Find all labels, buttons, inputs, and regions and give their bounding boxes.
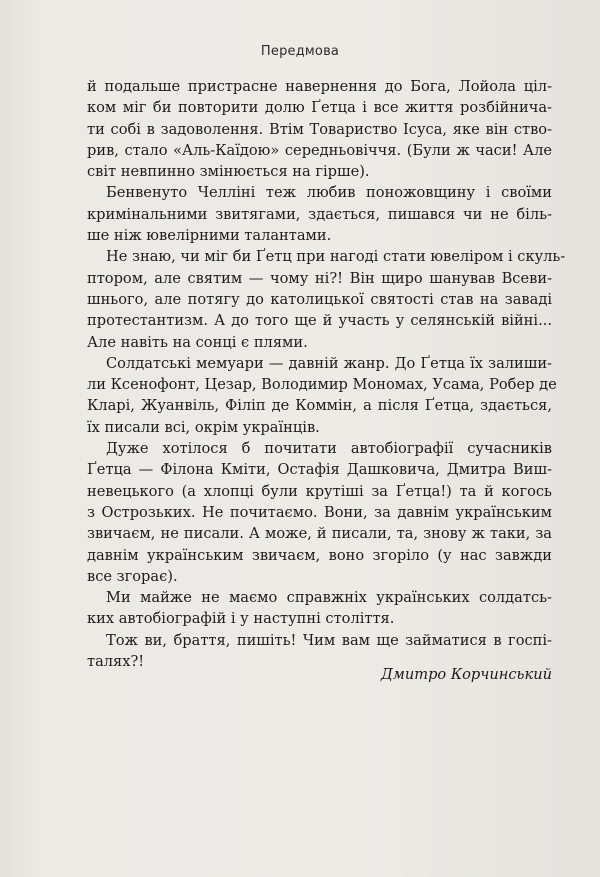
- text-line: ше ніж ювелірними талантами.: [87, 227, 332, 245]
- text-line: Бенвенуто Челліні теж любив поножовщину і своїми: [106, 184, 552, 202]
- text-line: Кларі, Жуанвіль, Філіп де Коммін, а після Ґетца, здається,: [87, 397, 552, 415]
- text-line: птором, але святим — чому ні?! Він щиро шанував Всеви-: [87, 269, 552, 287]
- text-line: рив, стало «Аль-Каїдою» середньовіччя. (Були ж часи! Але: [87, 141, 552, 159]
- text-line: й подальше пристрасне навернення до Бога, Лойола ціл-: [87, 78, 552, 95]
- author-signature: Дмитро Корчинський: [380, 666, 552, 683]
- text-line: звичаєм, не писали. А може, й писали, та, знову ж таки, за: [87, 525, 552, 543]
- text-line: ли Ксенофонт, Цезар, Володимир Мономах, Усама, Робер де: [87, 376, 557, 394]
- text-line: Ґетца — Філона Кміти, Остафія Дашковича, Дмитра Виш-: [87, 461, 552, 479]
- text-line: протестантизм. А до того ще й участь у селянській війні...: [87, 312, 552, 330]
- text-line: талях?!: [87, 653, 145, 671]
- text-line: Ми майже не маємо справжніх українських солдатсь-: [106, 589, 552, 607]
- text-line: з Острозьких. Не почитаємо. Вони, за давнім українським: [87, 503, 552, 521]
- text-line: Дуже хотілося б почитати автобіографії сучасників: [106, 440, 552, 458]
- body-text: [87, 76, 566, 672]
- text-line: невецького (а хлопці були крутіші за Ґетца!) та й когось: [87, 482, 552, 500]
- running-header: Передмова: [260, 44, 340, 59]
- text-line: кримінальними звитягами, здається, пишався чи не біль-: [87, 205, 552, 223]
- text-line: ких автобіографій і у наступні століття.: [87, 610, 395, 628]
- text-line: ти собі в задоволення. Втім Товариство Ісуса, яке він ство-: [87, 120, 552, 138]
- text-line: Але навіть на сонці є плями.: [87, 333, 308, 351]
- text-line: давнім українським звичаєм, воно згоріло (у нас завжди: [87, 546, 552, 564]
- text-line: шнього, але потягу до католицької святості став на заваді: [87, 290, 552, 308]
- text-line: ком міг би повторити долю Ґетца і все життя розбійнича-: [87, 99, 552, 117]
- text-line: світ невпинно змінюється на гірше).: [87, 163, 370, 181]
- text-line: Не знаю, чи міг би Ґетц при нагоді стати ювеліром і скуль-: [106, 248, 566, 266]
- text-line: все згорає).: [87, 567, 178, 585]
- text-line: Солдатські мемуари — давній жанр. До Ґетца їх залиши-: [106, 354, 552, 372]
- text-line: їх писали всі, окрім українців.: [87, 418, 320, 436]
- text-line: Тож ви, браття, пишіть! Чим вам ще займатися в госпі-: [106, 631, 552, 649]
